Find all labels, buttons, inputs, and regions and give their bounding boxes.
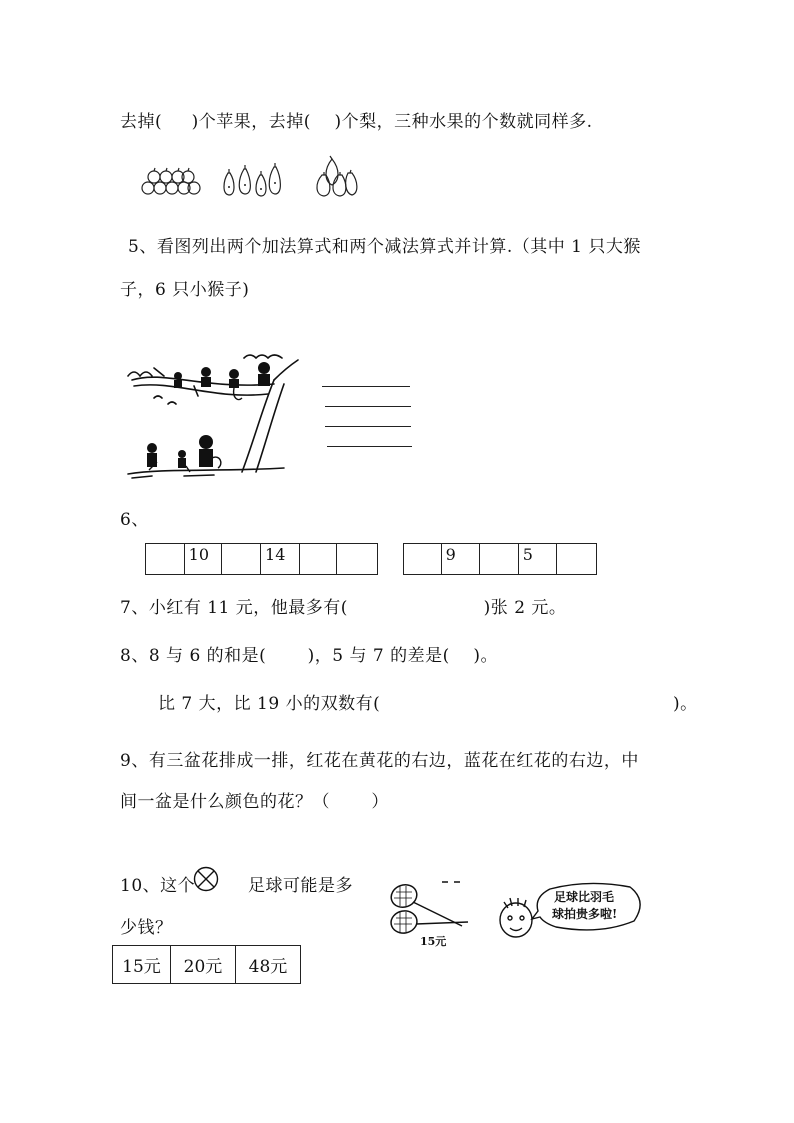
price-option[interactable]: 20元 bbox=[171, 946, 236, 983]
monkey-tree-illustration bbox=[124, 350, 300, 482]
q8-line2-prefix: 比 7 大，比 19 小的双数有( bbox=[158, 694, 381, 714]
q10-line2: 少钱？ bbox=[120, 918, 173, 938]
seq-left-cell[interactable] bbox=[300, 544, 338, 574]
q4-text: 去掉( )个苹果，去掉( )个梨，三种水果的个数就同样多. bbox=[120, 112, 593, 132]
seq-left-cell[interactable] bbox=[222, 544, 261, 574]
q8-line1: 8、8 与 6 的和是( )，5 与 7 的差是( )。 bbox=[120, 646, 498, 666]
answer-line-2[interactable] bbox=[325, 406, 411, 407]
seq-right-cell[interactable] bbox=[480, 544, 519, 574]
number-sequence-right bbox=[403, 543, 597, 575]
seq-right-cell[interactable] bbox=[557, 544, 596, 574]
soccer-ball-icon bbox=[193, 866, 219, 892]
speech-line-2: 球拍贵多啦! bbox=[552, 907, 618, 921]
number-sequence-left bbox=[145, 543, 378, 575]
seq-right-cell[interactable] bbox=[404, 544, 442, 574]
price-option[interactable]: 48元 bbox=[248, 957, 288, 977]
answer-line-4[interactable] bbox=[327, 446, 412, 447]
q6-label: 6、 bbox=[120, 510, 149, 530]
q8-line2-suffix: )。 bbox=[673, 694, 698, 714]
seq-right-cell: 9 bbox=[442, 544, 481, 574]
speech-line-1: 足球比羽毛 bbox=[554, 890, 615, 904]
racket-price-label: 15元 bbox=[420, 935, 447, 948]
q10-line1-suffix: 足球可能是多 bbox=[248, 876, 353, 896]
seq-left-cell: 14 bbox=[261, 544, 300, 574]
q10-line1-prefix: 10、这个 bbox=[120, 876, 196, 896]
apples-illustration bbox=[138, 163, 202, 199]
q9-line2: 间一盆是什么颜色的花？（ ） bbox=[120, 792, 389, 812]
seq-left-cell[interactable] bbox=[146, 544, 185, 574]
pears-illustration bbox=[220, 161, 284, 199]
answer-line-1[interactable] bbox=[322, 386, 410, 387]
seq-right-cell: 5 bbox=[519, 544, 558, 574]
price-option[interactable]: 15元 bbox=[113, 946, 171, 983]
q7-text: 7、小红有 11 元，他最多有( )张 2 元。 bbox=[120, 598, 567, 618]
price-options-table bbox=[112, 945, 301, 984]
seq-left-cell: 10 bbox=[185, 544, 223, 574]
answer-line-3[interactable] bbox=[325, 426, 411, 427]
bananas-pears-illustration bbox=[312, 155, 362, 199]
q5-line2: 子，6 只小猴子) bbox=[120, 280, 250, 300]
seq-left-cell[interactable] bbox=[337, 544, 377, 574]
q9-line1: 9、有三盆花排成一排，红花在黄花的右边，蓝花在红花的右边，中 bbox=[120, 751, 639, 771]
q5-line1: 5、看图列出两个加法算式和两个减法算式并计算.（其中 1 只大猴 bbox=[128, 237, 641, 257]
